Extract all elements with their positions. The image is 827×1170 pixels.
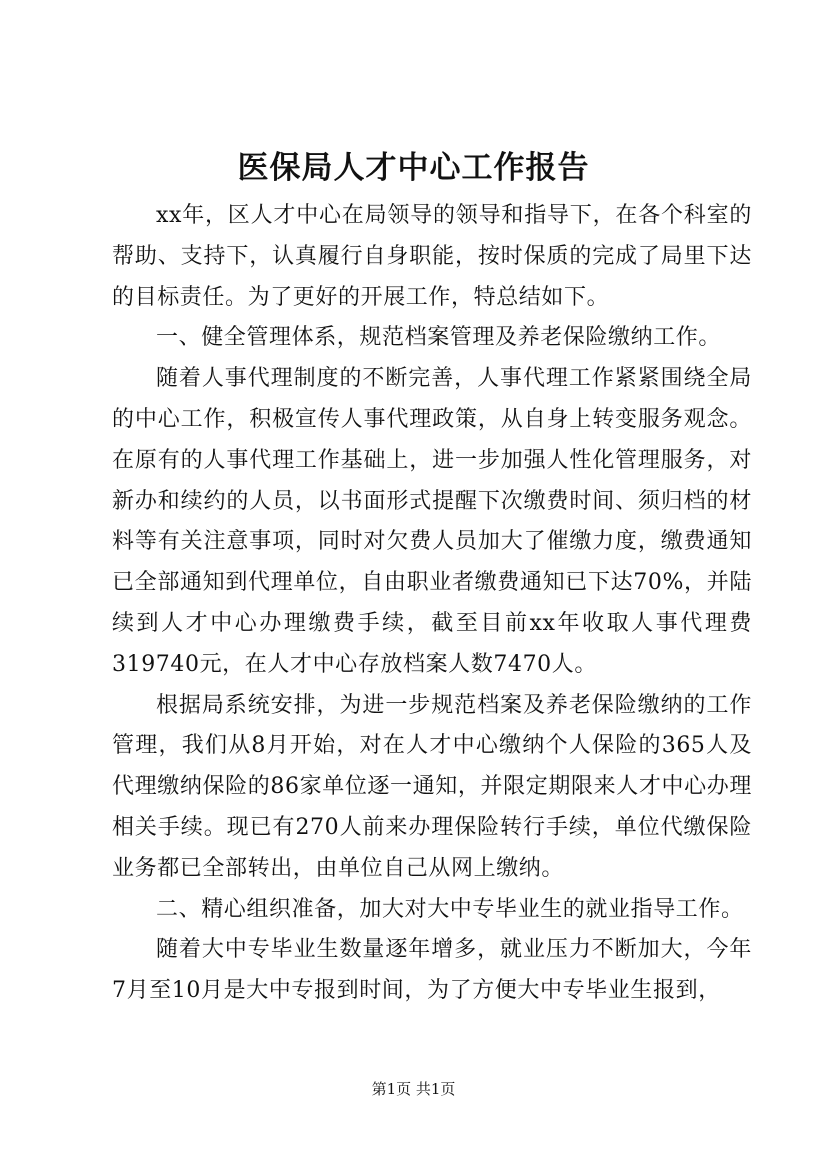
section-heading-2: 二、精心组织准备，加大对大中专毕业生的就业指导工作。 <box>156 896 744 922</box>
page-number-footer: 第1页 共1页 <box>371 1080 456 1098</box>
paragraph-graduates: 随着大中专毕业生数量逐年增多，就业压力不断加大，今年7月至10月是大中专报到时间，为了方便大中专毕业生报到， <box>112 937 752 1004</box>
paragraph-intro: xx年，区人才中心在局领导的领导和指导下，在各个科室的帮助、支持下，认真履行自身职能，按时保质的完成了局里下达的目标责任。为了更好的开展工作，特总结如下。 <box>112 203 752 310</box>
paragraph-personnel-agency: 随着人事代理制度的不断完善，人事代理工作紧紧围绕全局的中心工作，积极宣传人事代理政策，从自身上转变服务观念。在原有的人事代理工作基础上，进一步加强人性化管理服务，对新办和续约的人员，以书面形式提醒下次缴费时间、须归档的材料等有关注意事项，同时对欠费人员加大了催缴力度，缴费通知已全部通知到代理单位，自由职业者缴费通知已下达70%，并陆续到人才中心办理缴费手续，截至目前xx年收取人事代理费319740元，在人才中心存放档案人数7470人。 <box>112 366 752 677</box>
document-title: 医保局人才中心工作报告 <box>237 150 590 186</box>
paragraph-insurance-management: 根据局系统安排，为进一步规范档案及养老保险缴纳的工作管理，我们从8月开始，对在人才中心缴纳个人保险的365人及代理缴纳保险的86家单位逐一通知，并限定期限来人才中心办理相关手续。现已有270人前来办理保险转行手续，单位代缴保险业务都已全部转出，由单位自己从网上缴纳。 <box>112 692 752 881</box>
section-heading-1: 一、健全管理体系，规范档案管理及养老保险缴纳工作。 <box>156 325 722 351</box>
document-body <box>112 196 752 1012</box>
